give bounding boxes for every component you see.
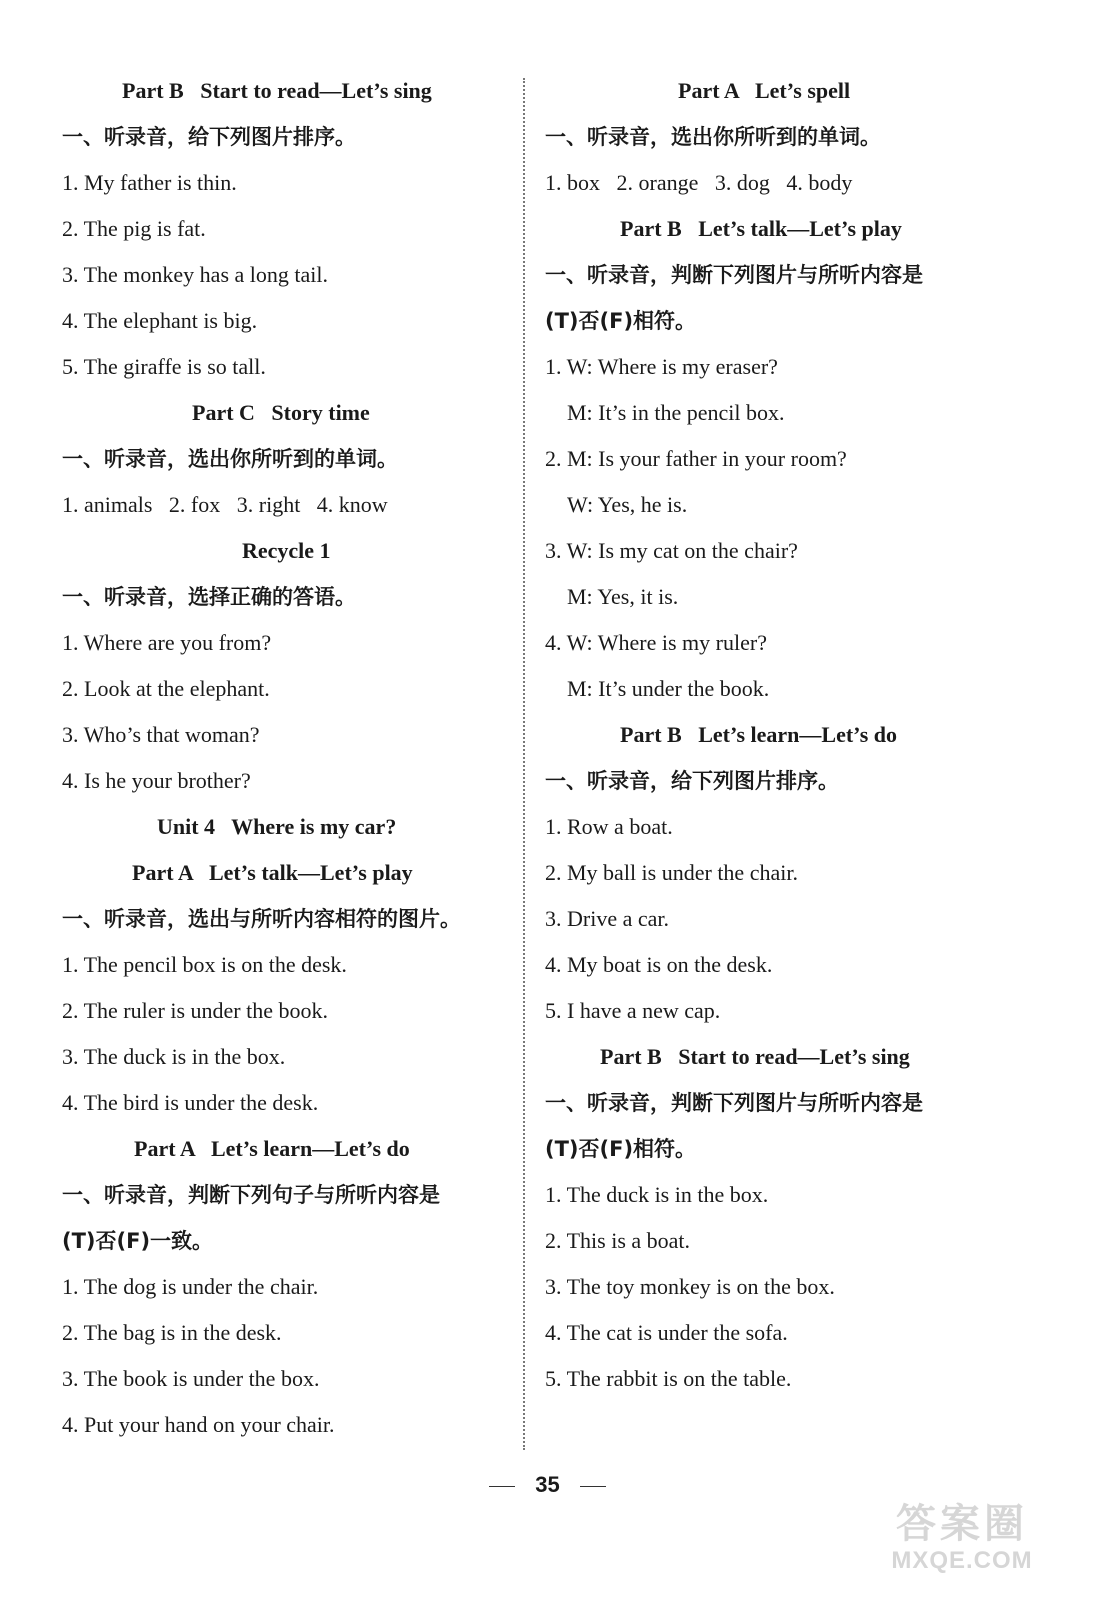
list-item: 1. My father is thin. (62, 170, 237, 195)
list-item: 5. The giraffe is so tall. (62, 354, 266, 379)
list-item: 3. The monkey has a long tail. (62, 262, 328, 287)
section-heading: Unit 4 Where is my car? (157, 814, 397, 839)
list-item: 3. W: Is my cat on the chair? (545, 538, 798, 563)
exercise-instruction: (T)否(F)一致。 (62, 1229, 214, 1253)
list-item: 3. The duck is in the box. (62, 1044, 286, 1069)
section-heading: Part B Let’s learn—Let’s do (620, 722, 897, 747)
list-item: 4. Is he your brother? (62, 768, 251, 793)
section-heading: Part C Story time (192, 400, 370, 425)
list-item: W: Yes, he is. (567, 492, 688, 517)
list-item: 4. The bird is under the desk. (62, 1090, 319, 1115)
exercise-instruction: 一、听录音，选择正确的答语。 (62, 585, 356, 609)
exercise-instruction: 一、听录音，判断下列图片与所听内容是 (545, 263, 923, 287)
list-item: M: It’s under the book. (567, 676, 770, 701)
section-heading: Part B Start to read—Let’s sing (600, 1044, 910, 1069)
list-item: 2. The bag is in the desk. (62, 1320, 282, 1345)
exercise-instruction: 一、听录音，判断下列图片与所听内容是 (545, 1091, 923, 1115)
list-item: 2. The ruler is under the book. (62, 998, 328, 1023)
list-item: 4. My boat is on the desk. (545, 952, 773, 977)
list-item: 5. The rabbit is on the table. (545, 1366, 792, 1391)
exercise-instruction: 一、听录音，选出你所听到的单词。 (62, 447, 398, 471)
section-heading: Part A Let’s spell (678, 78, 851, 103)
list-item: M: Yes, it is. (567, 584, 679, 609)
list-item: 1. The duck is in the box. (545, 1182, 769, 1207)
watermark-logo-url: MXQE.COM (891, 1547, 1033, 1574)
list-item: 5. I have a new cap. (545, 998, 721, 1023)
watermark-logo (857, 1502, 1067, 1582)
exercise-instruction: (T)否(F)相符。 (545, 309, 697, 333)
exercise-instruction: (T)否(F)相符。 (545, 1137, 697, 1161)
list-item: 1. Row a boat. (545, 814, 673, 839)
list-item: 2. The pig is fat. (62, 216, 206, 241)
column-divider (523, 78, 525, 1450)
list-item: 1. The dog is under the chair. (62, 1274, 319, 1299)
list-item: 1. animals 2. fox 3. right 4. know (62, 492, 388, 517)
list-item: 3. The book is under the box. (62, 1366, 320, 1391)
list-item: 1. box 2. orange 3. dog 4. body (545, 170, 853, 195)
right-column (545, 68, 1015, 1402)
list-item: 1. W: Where is my eraser? (545, 354, 778, 379)
list-item: M: It’s in the pencil box. (567, 400, 785, 425)
exercise-instruction: 一、听录音，给下列图片排序。 (62, 125, 356, 149)
exercise-instruction: 一、听录音，给下列图片排序。 (545, 769, 839, 793)
section-heading: Part B Let’s talk—Let’s play (620, 216, 902, 241)
list-item: 4. W: Where is my ruler? (545, 630, 767, 655)
section-heading: Recycle 1 (242, 538, 331, 563)
list-item: 3. The toy monkey is on the box. (545, 1274, 835, 1299)
footer-dash-left (489, 1486, 515, 1487)
footer-dash-right (580, 1486, 606, 1487)
list-item: 3. Drive a car. (545, 906, 669, 931)
left-column (62, 68, 507, 1448)
section-heading: Part A Let’s talk—Let’s play (132, 860, 413, 885)
exercise-instruction: 一、听录音，选出你所听到的单词。 (545, 125, 881, 149)
watermark-logo-text: 答案圈 (896, 1502, 1028, 1546)
list-item: 3. Who’s that woman? (62, 722, 260, 747)
exercise-instruction: 一、听录音，判断下列句子与所听内容是 (62, 1183, 440, 1207)
section-heading: Part A Let’s learn—Let’s do (134, 1136, 410, 1161)
page-footer (0, 1472, 1095, 1498)
section-heading: Part B Start to read—Let’s sing (122, 78, 432, 103)
list-item: 1. The pencil box is on the desk. (62, 952, 347, 977)
list-item: 4. The cat is under the sofa. (545, 1320, 788, 1345)
list-item: 2. This is a boat. (545, 1228, 691, 1253)
list-item: 2. M: Is your father in your room? (545, 446, 847, 471)
page-number: 35 (535, 1472, 560, 1497)
list-item: 2. My ball is under the chair. (545, 860, 798, 885)
list-item: 4. The elephant is big. (62, 308, 258, 333)
list-item: 2. Look at the elephant. (62, 676, 270, 701)
list-item: 1. Where are you from? (62, 630, 272, 655)
exercise-instruction: 一、听录音，选出与所听内容相符的图片。 (62, 907, 461, 931)
list-item: 4. Put your hand on your chair. (62, 1412, 335, 1437)
